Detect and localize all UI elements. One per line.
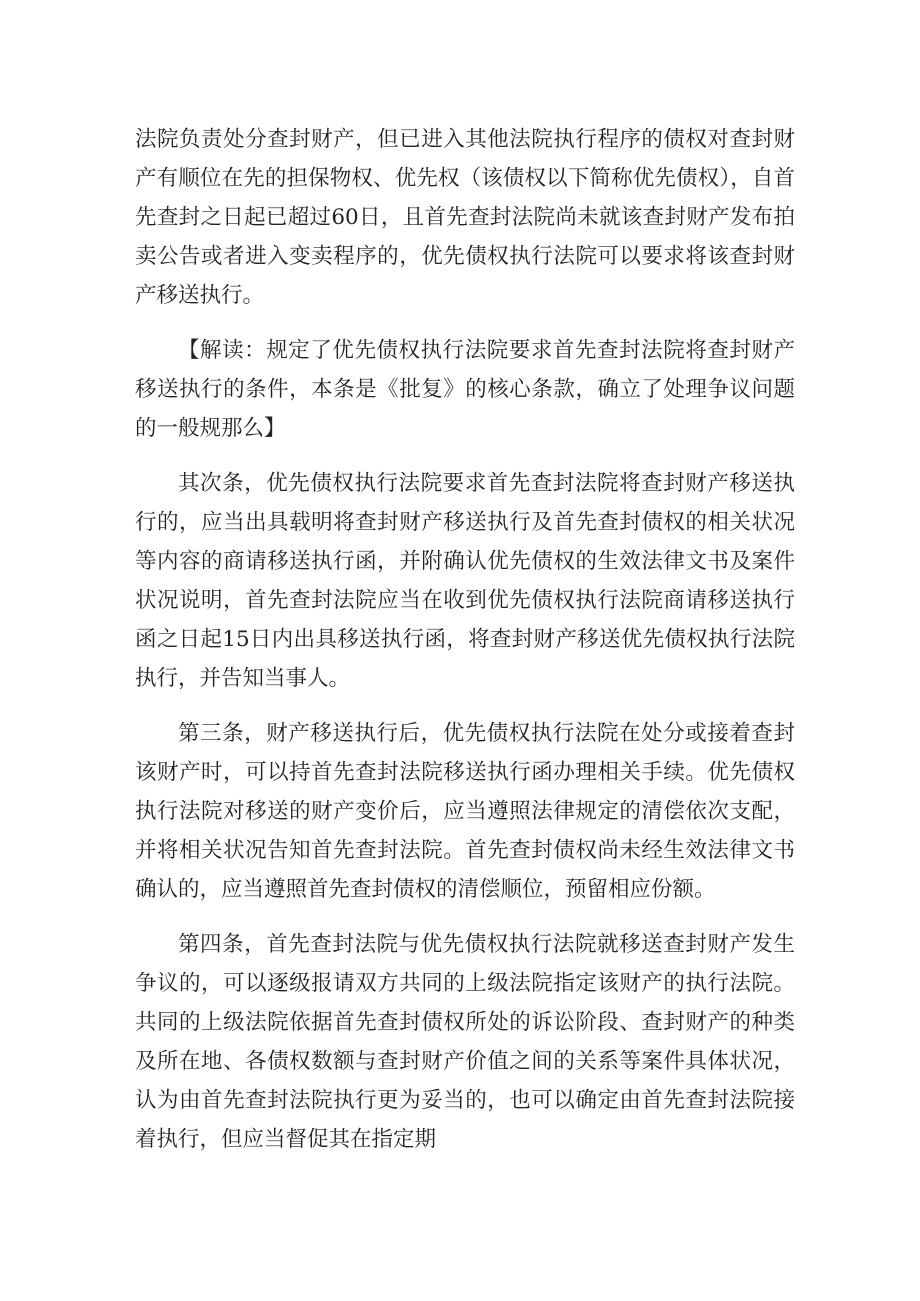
paragraph-interpretation: 【解读：规定了优先债权执行法院要求首先查封法院将查封财产移送执行的条件，本条是《批复》的核心条款，确立了处理争议问题的一般规那么】 bbox=[135, 338, 795, 441]
paragraph-article-3: 第三条，财产移送执行后，优先债权执行法院在处分或接着查封该财产时，可以持首先查封法院移送执行函办理相关手续。优先债权执行法院对移送的财产变价后，应当遵照法律规定的清偿依次支配，并将相关状况告知首先查封法院。首先查封债权尚未经生效法律文书确认的，应当遵照首先查封债权的清偿顺位，预留相应份额。 bbox=[135, 721, 795, 902]
document-body bbox=[135, 120, 795, 1175]
paragraph-article-4: 第四条，首先查封法院与优先债权执行法院就移送查封财产发生争议的，可以逐级报请双方共同的上级法院指定该财产的执行法院。共同的上级法院依据首先查封债权所处的诉讼阶段、查封财产的种类及所在地、各债权数额与查封财产价值之间的关系等案件具体状况，认为由首先查封法院执行更为妥当的，也可以确定由首先查封法院接着执行，但应当督促其在指定期 bbox=[135, 932, 795, 1152]
paragraph-continuation: 法院负责处分查封财产，但已进入其他法院执行程序的债权对查封财产有顺位在先的担保物权、优先权（该债权以下简称优先债权），自首先查封之日起已超过60日，且首先查封法院尚未就该查封财产发布拍卖公告或者进入变卖程序的，优先债权执行法院可以要求将该查封财产移送执行。 bbox=[135, 127, 795, 308]
paragraph-article-2: 其次条，优先债权执行法院要求首先查封法院将查封财产移送执行的，应当出具载明将查封财产移送执行及首先查封债权的相关状况等内容的商请移送执行函，并附确认优先债权的生效法律文书及案件状况说明，首先查封法院应当在收到优先债权执行法院商请移送执行函之日起15日内出具移送执行函，将查封财产移送优先债权执行法院执行，并告知当事人。 bbox=[135, 471, 795, 691]
